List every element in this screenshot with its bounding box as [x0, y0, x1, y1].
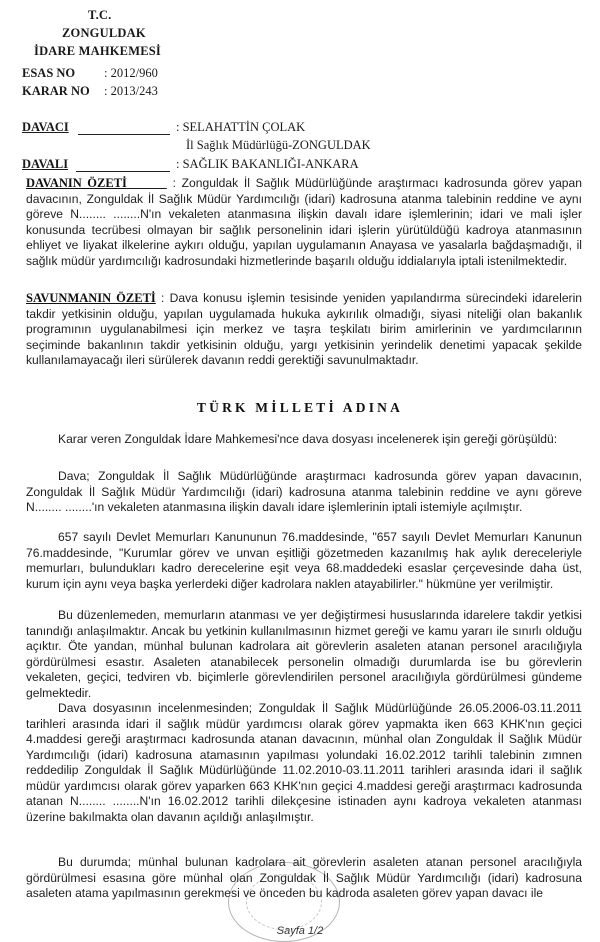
- body-paragraph-2: Dava; Zonguldak İl Sağlık Müdürlüğünde araştırmacı kadrosunda görev yapan davacının, Zonguldak İl Sağlık Müdür Yardımcılığı (idari) kadrosuna atanma talebinin reddine ve aynı göreve N........ ........'ın vekaleten atanmasına ilişkin davalı idare işlemlerinin iptali istemiyle açılmıştır.: [26, 469, 582, 514]
- davali-label: DAVALI: [22, 157, 69, 171]
- body-paragraph-1: Karar veren Zonguldak İdare Mahkemesi'nce dava dosyası incelenerek işin gereği görüşüldü:: [58, 432, 558, 446]
- davaci-address: İl Sağlık Müdürlüğü-ZONGULDAK: [186, 138, 371, 152]
- davali-underline: [76, 171, 170, 172]
- body-paragraph-4: Bu düzenlemeden, memurların atanması ve yer değiştirmesi hususlarında idarelere takdir yetkisi tanındığı anlaşılmaktır. Ancak bu yetkinin kullanılmasının hizmet gereği ve kamu yararı ile sınırlı olduğu açıktır. Öte yandan, münhal bulunan kadrolara ait görevlerin asaleten atanan personel aracılığıyla gördürülmesi esastır. Asaleten atanabilecek personelin olmadığı durumlarda ise bu görevlerin vekaleten, geçici, tedviren vb. biçimlerle görevlendirilen personel aracılığıyla gördürülmesi gündeme gelmektedir.: [26, 608, 582, 700]
- court-label: İDARE MAHKEMESİ: [34, 44, 161, 58]
- karar-label: KARAR NO: [22, 84, 90, 98]
- davaci-underline: [78, 134, 170, 135]
- body-paragraph-6: Bu durumda; münhal bulunan kadrolara ait görevlerin asaleten atanan personel aracılığıyla gördürülmesi esasına göre münhal olan Zonguldak İl Sağlık Müdür Yardımcılığı (idari) kadrosuna asaleten atama yapılmasının gerekmesi ve önceden bu kadroda asaleten görev yapan davacı ile: [26, 855, 582, 900]
- davanin-ozeti-label: DAVANIN ÖZETİ: [26, 176, 127, 190]
- davanin-ozeti-text: : Zonguldak İl Sağlık Müdürlüğünde araştırmacı kadrosunda görev yapan davacının, Zonguldak İl Sağlık Müdür Yardımcılığı (idari) kadrosuna atanma talebinin reddine ve aynı göreve N........ ........N'ın vekaleten atanmasına ilişkin davalı idare işlemlerinin; idari ve mali işler konusunda tecrübesi olmayan bir sağlık personelinin idari işlerin yürütüldüğü kadroya atanmasının ehliyet ve liyakat ilkelerine aykırı olduğu, yapılan uygulamanın Anayasa ve yasalarla bağdaşmadığı, il sağlık müdür yardımcılığı kadrosundaki hizmetlerinde başarılı olduğu iddialarıyla iptali istenilmektedir.: [26, 176, 582, 268]
- city-label: ZONGULDAK: [62, 26, 146, 40]
- page-number: Sayfa 1/2: [276, 925, 324, 937]
- tc-label: T.C.: [88, 8, 112, 22]
- esas-value: : 2012/960: [104, 66, 158, 80]
- body-paragraph-5: Dava dosyasının incelenmesinden; Zonguldak İl Sağlık Müdürlüğünde 26.05.2006-03.11.2011 tarihleri arasında idari il sağlık müdür yardımcısı olarak görev yapmakta iken 663 KHK'nın geçici 4.maddesi gereği araştırmacı kadrosunda atanan davacının, münhal olan Zonguldak İl Sağlık Müdür Yardımcılığı (idari) kadrosuna atamasının yapılması yolundaki 16.02.2012 tarihli talebinin zımnen reddedilip Zonguldak İl Sağlık Müdürlüğünde 11.02.2010-03.11.2011 tarihleri arasında idari il sağlık müdür yardımcısı olarak görev yaparken 663 KHK'nın geçici 4.maddesi gereği araştırmacı kadrosunda atanan N........ ........N'ın 16.02.2012 tarihli dilekçesine istinaden aynı kadroya vekaleten atanması üzerine bakılmakta olan davanın açıldığı anlaşılmıştır.: [26, 701, 582, 824]
- davanin-ozeti-underline-pad: [127, 176, 167, 190]
- davaci-value: : SELAHATTİN ÇOLAK: [176, 120, 306, 134]
- davali-value: : SAĞLIK BAKANLIĞI-ANKARA: [176, 157, 359, 171]
- savunma-ozeti-text: : Dava konusu işlemin tesisinde yeniden yapılandırma sürecindeki idarelerin takdir yetkisinin olduğu, yapılan uygulamada hukuka aykırılık olmadığı, siyasi niteliği olan bakanlık programının uygulanabilmesi için merkez ve taşra teşkilatı birim amirlerinin ve yardımcılarının seçiminde bakanlının takdir yetkisinin olduğu, yargı yetkisinin yerindelik denetimi yapacak şekilde kullanılamayacağı ileri sürülerek davanın reddi gerektiği savunulmaktadır.: [26, 291, 582, 367]
- davanin-ozeti-paragraph: [26, 176, 582, 269]
- davaci-label: DAVACI: [22, 120, 69, 134]
- karar-value: : 2013/243: [104, 84, 158, 98]
- esas-label: ESAS NO: [22, 66, 76, 80]
- court-seal-inner-ring: [246, 874, 322, 930]
- savunma-ozeti-paragraph: [26, 291, 582, 369]
- savunma-ozeti-label: SAVUNMANIN ÖZETİ: [26, 291, 156, 305]
- section-heading: TÜRK MİLLETİ ADINA: [196, 400, 404, 415]
- body-paragraph-3: 657 sayılı Devlet Memurları Kanununun 76.maddesinde, "657 sayılı Devlet Memurları Kanunun 76.maddesinde, "Kurumlar görev ve unvan eşitliği gözetmeden kazanılmış hak aylık dereceleriyle memurları, bulundukları kadro derecelerine eşit veya 68.maddedeki esaslar çerçevesinde daha üst, kurum için aynı veya başka yerlerdeki diğer kadrolara naklen atayabilirler." hükmüne yer verilmiştir.: [26, 530, 582, 591]
